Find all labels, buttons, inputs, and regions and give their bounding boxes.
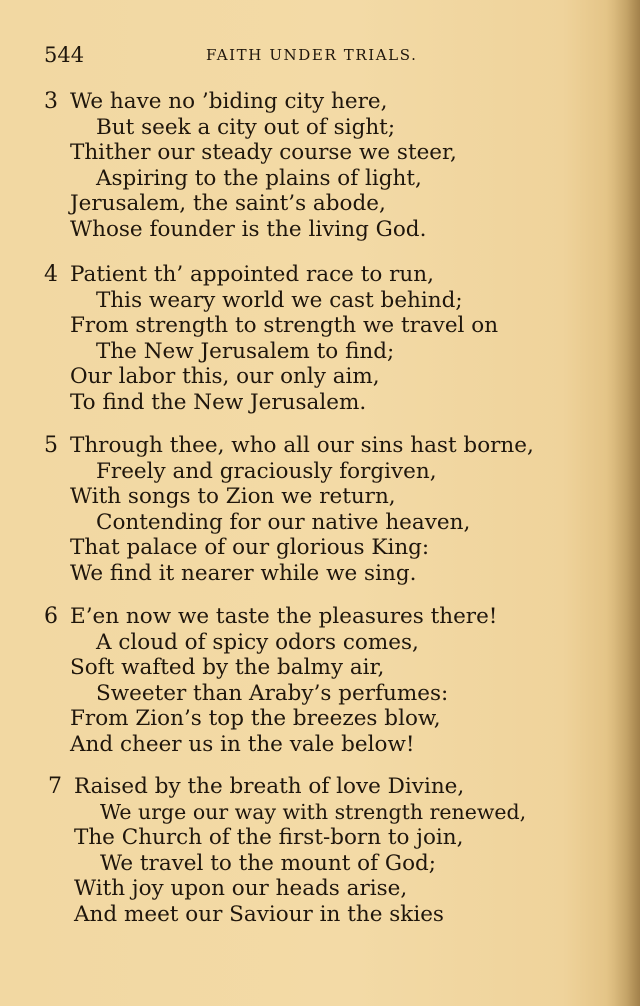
running-title: FAITH UNDER TRIALS.	[206, 46, 418, 64]
verse-line: And meet our Saviour in the skies	[74, 901, 444, 927]
verse-line: Our labor this, our only aim,	[70, 364, 380, 390]
verse-line: But seek a city out of sight;	[96, 114, 396, 140]
verse-line: We find it nearer while we sing.	[70, 560, 417, 586]
verse-line: From strength to strength we travel on	[70, 313, 499, 339]
verse-line: A cloud of spicy odors comes,	[96, 629, 419, 655]
page-header	[44, 40, 464, 70]
stanza-number: 5	[44, 433, 58, 458]
stanza-3	[44, 89, 604, 243]
verse-line: The New Jerusalem to find;	[96, 338, 395, 364]
verse-line: From Zion’s top the breezes blow,	[70, 706, 441, 732]
stanza-number: 4	[44, 262, 58, 287]
stanza-number: 7	[48, 774, 62, 799]
verse-line: Raised by the breath of love Divine,	[74, 774, 465, 799]
stanza-lines	[44, 604, 604, 758]
verse-line: Jerusalem, the saint’s abode,	[70, 191, 386, 217]
verse-line: And cheer us in the vale below!	[70, 731, 415, 757]
stanza-4	[44, 262, 604, 416]
stanza-lines	[44, 774, 604, 928]
verse-line: The Church of the first-born to join,	[74, 825, 464, 851]
verse-line: With joy upon our heads arise,	[74, 876, 408, 902]
verse-line: Contending for our native heaven,	[96, 509, 471, 535]
verse-line: Through thee, who all our sins hast borne,	[70, 433, 534, 458]
verse-line: Soft wafted by the balmy air,	[70, 655, 385, 681]
verse-line: With songs to Zion we return,	[70, 484, 396, 510]
stanza-6	[44, 604, 604, 758]
stanza-number: 3	[44, 89, 58, 114]
stanza-lines	[44, 262, 604, 416]
stanza-number: 6	[44, 604, 58, 629]
verse-line: E’en now we taste the pleasures there!	[70, 604, 498, 629]
stanza-5	[44, 433, 604, 587]
verse-line: Thither our steady course we steer,	[70, 140, 457, 166]
verse-line: This weary world we cast behind;	[96, 287, 463, 313]
stanza-7	[44, 774, 604, 928]
page-number: 544	[44, 43, 85, 67]
stanza-lines	[44, 89, 604, 243]
stanza-lines	[44, 433, 604, 587]
verse-line: Whose founder is the living God.	[70, 216, 427, 242]
verse-line: Sweeter than Araby’s perfumes:	[96, 680, 449, 706]
verse-line: That palace of our glorious King:	[70, 535, 430, 561]
verse-line: Aspiring to the plains of light,	[96, 165, 422, 191]
verse-line: Patient th’ appointed race to run,	[70, 262, 434, 287]
verse-line: To find the New Jerusalem.	[70, 389, 367, 415]
page-edge-shadow	[606, 0, 640, 1006]
verse-line: Freely and graciously forgiven,	[96, 458, 437, 484]
verse-line: We urge our way with strength renewed,	[100, 799, 527, 824]
verse-line: We have no ’biding city here,	[70, 89, 388, 114]
verse-line: We travel to the mount of God;	[100, 850, 437, 876]
